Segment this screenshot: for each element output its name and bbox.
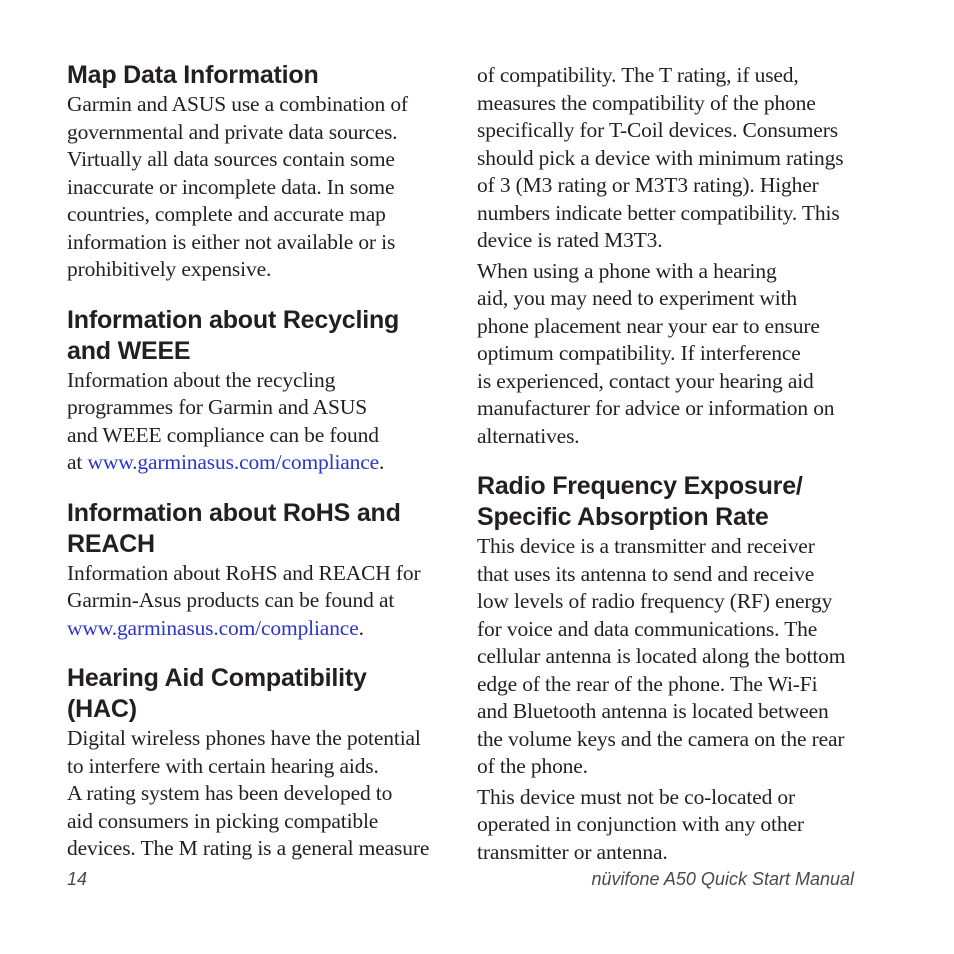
text-line: the volume keys and the camera on the rear xyxy=(477,726,845,751)
text-line: This device must not be co-located or xyxy=(477,784,796,809)
left-column xyxy=(67,60,439,863)
text-line: alternatives. xyxy=(477,423,580,448)
heading-rohs-reach xyxy=(67,498,439,560)
heading-line: Information about RoHS and xyxy=(67,498,401,527)
text-line: phone placement near your ear to ensure xyxy=(477,313,820,338)
text-line: optimum compatibility. If interference xyxy=(477,341,801,365)
text-line: Information about the recycling xyxy=(67,367,336,392)
text-line: Digital wireless phones have the potential xyxy=(67,726,421,750)
text-line: information is either not available or is xyxy=(67,229,396,254)
text-line: of compatibility. The T rating, if used, xyxy=(477,63,799,87)
paragraph-hearing-aid-usage xyxy=(477,258,849,451)
text-line: prohibitively expensive. xyxy=(67,257,272,281)
text-line: Virtually all data sources contain some xyxy=(67,147,395,171)
text-line: This device is a transmitter and receiver xyxy=(477,534,815,558)
text-line: measures the compatibility of the phone xyxy=(477,90,816,115)
heading-line: REACH xyxy=(67,529,155,558)
text-line: low levels of radio frequency (RF) energy xyxy=(477,589,833,613)
paragraph-hac-continued xyxy=(477,62,849,255)
paragraph-rf-exposure xyxy=(477,533,849,781)
heading-line: Hearing Aid Compatibility xyxy=(67,664,367,692)
text-line: Garmin and ASUS use a combination of xyxy=(67,92,408,116)
paragraph-hearing-aid xyxy=(67,725,439,863)
text-line: that uses its antenna to send and receive xyxy=(477,561,815,586)
text-line: When using a phone with a hearing xyxy=(477,258,777,283)
paragraph-map-data xyxy=(67,91,439,284)
section-rf-exposure xyxy=(477,471,849,866)
text-line: A rating system has been developed to xyxy=(67,781,393,805)
text-line: manufacturer for advice or information on xyxy=(477,396,835,420)
text-line: programmes for Garmin and ASUS xyxy=(67,395,368,419)
text-line: edge of the rear of the phone. The Wi-Fi xyxy=(477,671,818,696)
section-rohs-reach xyxy=(67,498,439,643)
text-line: specifically for T-Coil devices. Consumers xyxy=(477,118,838,142)
heading-map-data: Map Data Information xyxy=(67,61,319,89)
text-line: and WEEE compliance can be found xyxy=(67,422,379,447)
compliance-link[interactable]: www.garminasus.com/compliance xyxy=(67,615,359,640)
text-line: device is rated M3T3. xyxy=(477,228,663,252)
text-line: and Bluetooth antenna is located between xyxy=(477,699,829,723)
heading-line: Specific Absorption Rate xyxy=(477,503,769,531)
manual-title: nüvifone A50 Quick Start Manual xyxy=(591,869,854,889)
text-line xyxy=(67,449,439,477)
text-line: Garmin-Asus products can be found at xyxy=(67,588,395,612)
section-recycling-weee xyxy=(67,305,439,477)
text-line: inaccurate or incomplete data. In some xyxy=(67,174,395,199)
heading-rf-exposure xyxy=(477,471,849,533)
text-line xyxy=(67,615,439,643)
compliance-link[interactable]: www.garminasus.com/compliance xyxy=(87,450,380,474)
heading-hearing-aid xyxy=(67,663,439,725)
text-fragment: . xyxy=(379,450,385,474)
text-line: Information about RoHS and REACH for xyxy=(67,560,421,585)
text-line: of 3 (M3 rating or M3T3 rating). Higher xyxy=(477,173,819,197)
text-line: governmental and private data sources. xyxy=(67,119,398,144)
text-line: numbers indicate better compatibility. This xyxy=(477,200,840,225)
paragraph-rohs-reach xyxy=(67,560,439,643)
text-line: to interfere with certain hearing aids. xyxy=(67,753,379,778)
text-line: countries, complete and accurate map xyxy=(67,202,386,226)
text-line: of the phone. xyxy=(477,754,588,778)
paragraph-recycling-weee xyxy=(67,367,439,477)
heading-recycling-weee xyxy=(67,305,439,367)
text-line: devices. The M rating is a general measure xyxy=(67,836,430,860)
text-fragment: at xyxy=(67,450,88,474)
text-fragment: . xyxy=(358,615,364,640)
page-number: 14 xyxy=(67,869,88,889)
text-line: is experienced, contact your hearing aid xyxy=(477,368,814,393)
heading-line: Information about Recycling xyxy=(67,305,400,334)
text-line: should pick a device with minimum ratings xyxy=(477,145,844,170)
section-hearing-aid xyxy=(67,663,439,863)
text-line: aid, you may need to experiment with xyxy=(477,286,797,310)
text-line: operated in conjunction with any other xyxy=(477,812,804,836)
text-line: cellular antenna is located along the bottom xyxy=(477,644,846,668)
right-column xyxy=(477,62,849,866)
heading-line: (HAC) xyxy=(67,695,137,723)
text-line: aid consumers in picking compatible xyxy=(67,808,379,833)
text-line: for voice and data communications. The xyxy=(477,616,818,641)
heading-line: and WEEE xyxy=(67,336,191,365)
heading-line: Radio Frequency Exposure/ xyxy=(477,472,803,500)
paragraph-co-location xyxy=(477,784,849,867)
text-line: transmitter or antenna. xyxy=(477,839,668,864)
section-map-data xyxy=(67,60,439,284)
